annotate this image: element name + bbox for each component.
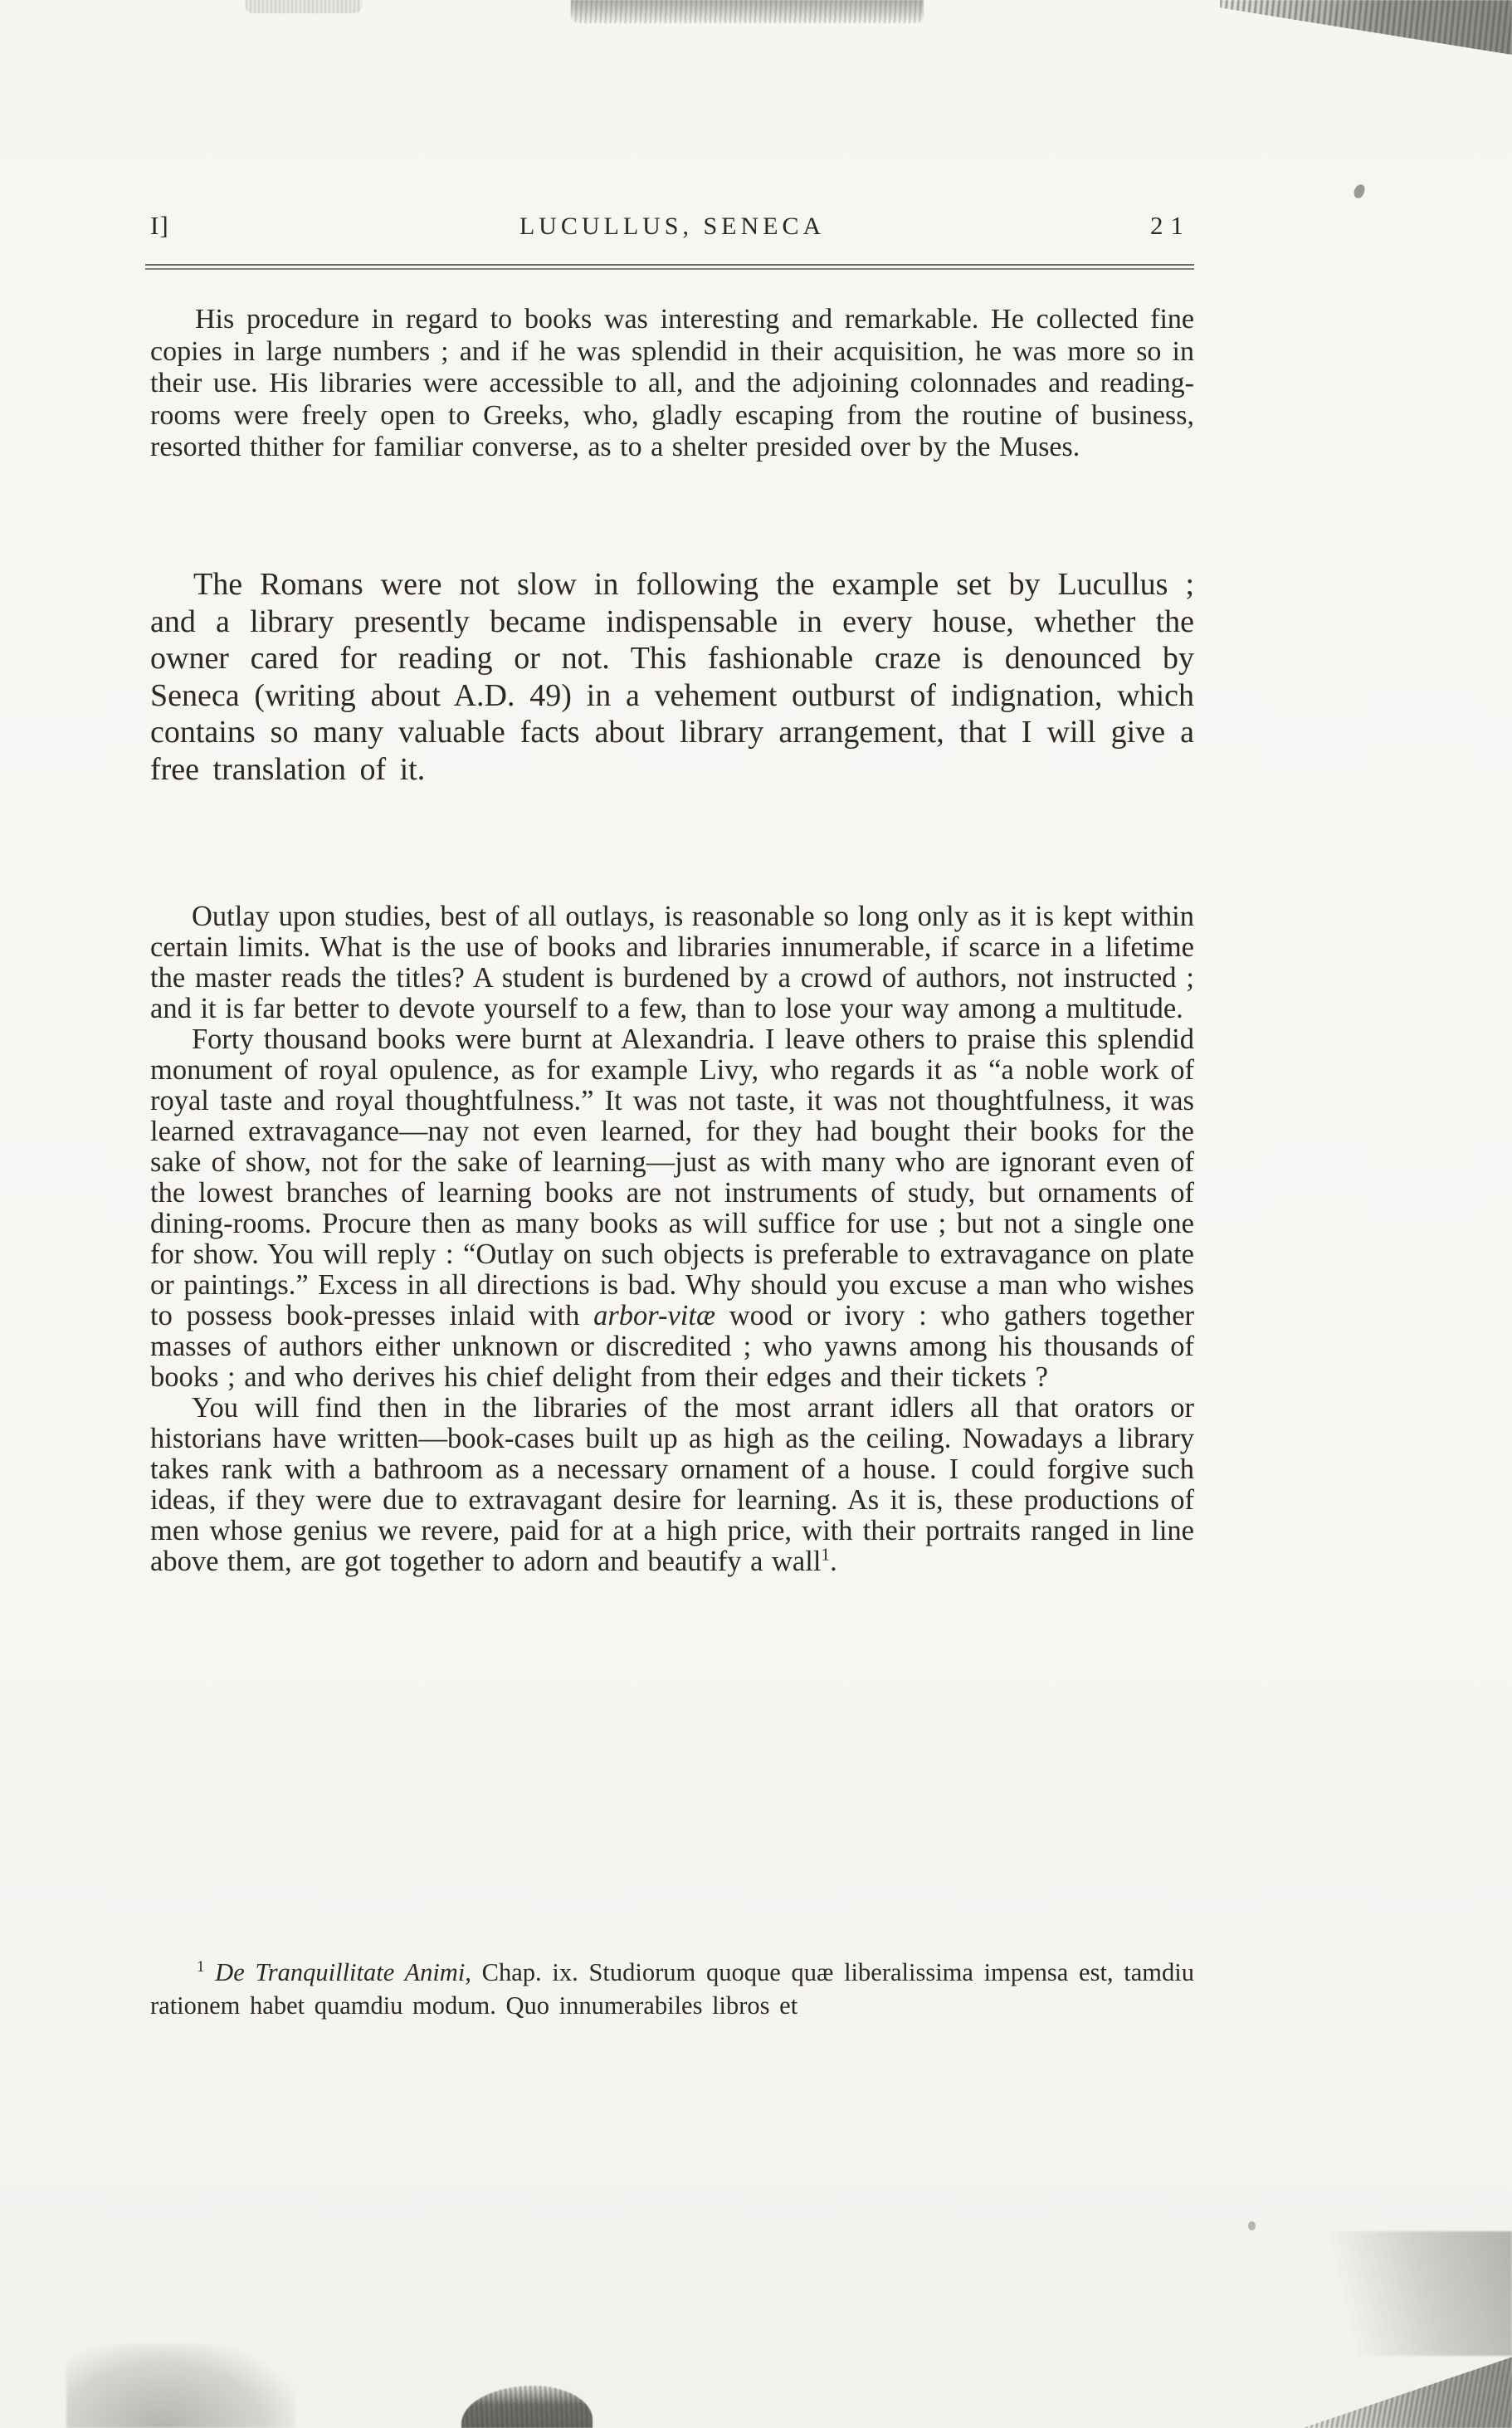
translated-quote-block — [150, 901, 1194, 1577]
quote-paragraph-2 — [150, 1024, 1194, 1393]
scan-artifact-bottom-right-streak — [1220, 2231, 1512, 2356]
quote-3-period: . — [830, 1546, 837, 1577]
scan-artifact-right-margin-mark — [1353, 183, 1366, 199]
quote-2-text-after: wood or ivory : who gathers together masses of authors either unknown or discredited ; who yawns among his thousands of books ; and who derives his chief delight from their edges and their tickets ? — [150, 1300, 1194, 1393]
main-paragraph: The Romans were not slow in following the example set by Lucullus ; and a library presently became indispensable in every house, whether the owner cared for reading or not. This fashionable craze is denounced by Seneca (writing about A.D. 49) in a vehement outburst of indignation, which contains so many valuable facts about library arrangement, that I will give a free translation of it. — [150, 567, 1194, 787]
quote-paragraph-3 — [150, 1393, 1194, 1577]
quote-3-text: You will find then in the libraries of the most arrant idlers all that orators or historians have written—book-cases built up as high as the ceiling. Nowadays a library takes rank with a bathroom as a necessary ornament of a house. I could forgive such ideas, if they were due to extravagant desire for learning. As it is, these productions of men whose genius we revere, paid for at a high price, with their portraits ranged in line above them, are got together to adorn and beautify a wall — [150, 1392, 1194, 1577]
header-rule — [145, 264, 1194, 270]
footnote-work-title: De Tranquillitate Animi, — [204, 1958, 471, 1986]
latin-term-italic: arbor-vitæ — [593, 1300, 715, 1331]
running-title: LUCULLUS, SENECA — [519, 213, 826, 240]
quote-paragraph-1: Outlay upon studies, best of all outlays, is reasonable so long only as it is kept within certain limits. What is the use of books and libraries innumerable, if scarce in a lifetime the master reads the titles? A student is burdened by a crowd of authors, not instructed ; and it is far better to devote yourself to a few, than to lose your way among a multitude. — [150, 901, 1194, 1024]
page-header — [150, 211, 1194, 244]
footnote-reference: 1 — [821, 1544, 831, 1565]
footnote-marker: 1 — [197, 1957, 205, 1976]
intro-paragraph: His procedure in regard to books was interesting and remarkable. He collected fine copies in large numbers ; and if he was splendid in their acquisition, he was more so in their use. His libraries were accessible to all, and the adjoining colonnades and reading-rooms were freely open to Greeks, who, gladly escaping from the routine of business, resorted thither for familiar converse, as to a shelter presided over by the Muses. — [150, 304, 1194, 462]
page-number: 21 — [1150, 211, 1191, 240]
scan-artifact-right-dot — [1248, 2221, 1256, 2230]
footnote — [150, 1956, 1194, 2022]
scan-artifact-bottom-right-corner — [1303, 2354, 1512, 2428]
quote-2-text-before: Forty thousand books were burnt at Alexandria. I leave others to praise this splendid monument of royal opulence, as for example Livy, who regards it as “a noble work of royal taste and royal thoughtfulness.” It was not taste, it was not thoughtfulness, it was learned extravagance—nay not even learned, for they had bought their books for the sake of show, not for the sake of learning—just as with many who are ignorant even of the lowest branches of learning books are not instruments of study, but ornaments of dining-rooms. Procure then as many books as will suffice for use ; but not a single one for show. You will reply : “Outlay on such objects is preferable to extravagance on plate or paintings.” Excess in all directions is bad. Why should you excuse a man who wishes to possess book-presses inlaid with — [150, 1023, 1194, 1331]
chapter-folio: I] — [150, 211, 169, 240]
text-block — [150, 0, 1194, 2428]
scan-artifact-top-right — [1220, 0, 1512, 55]
footnote-text: Chap. ix. Studiorum quoque quæ liberalissima impensa est, tamdiu rationem habet quamdiu modum. Quo innumerabiles libros et — [150, 1958, 1194, 2020]
